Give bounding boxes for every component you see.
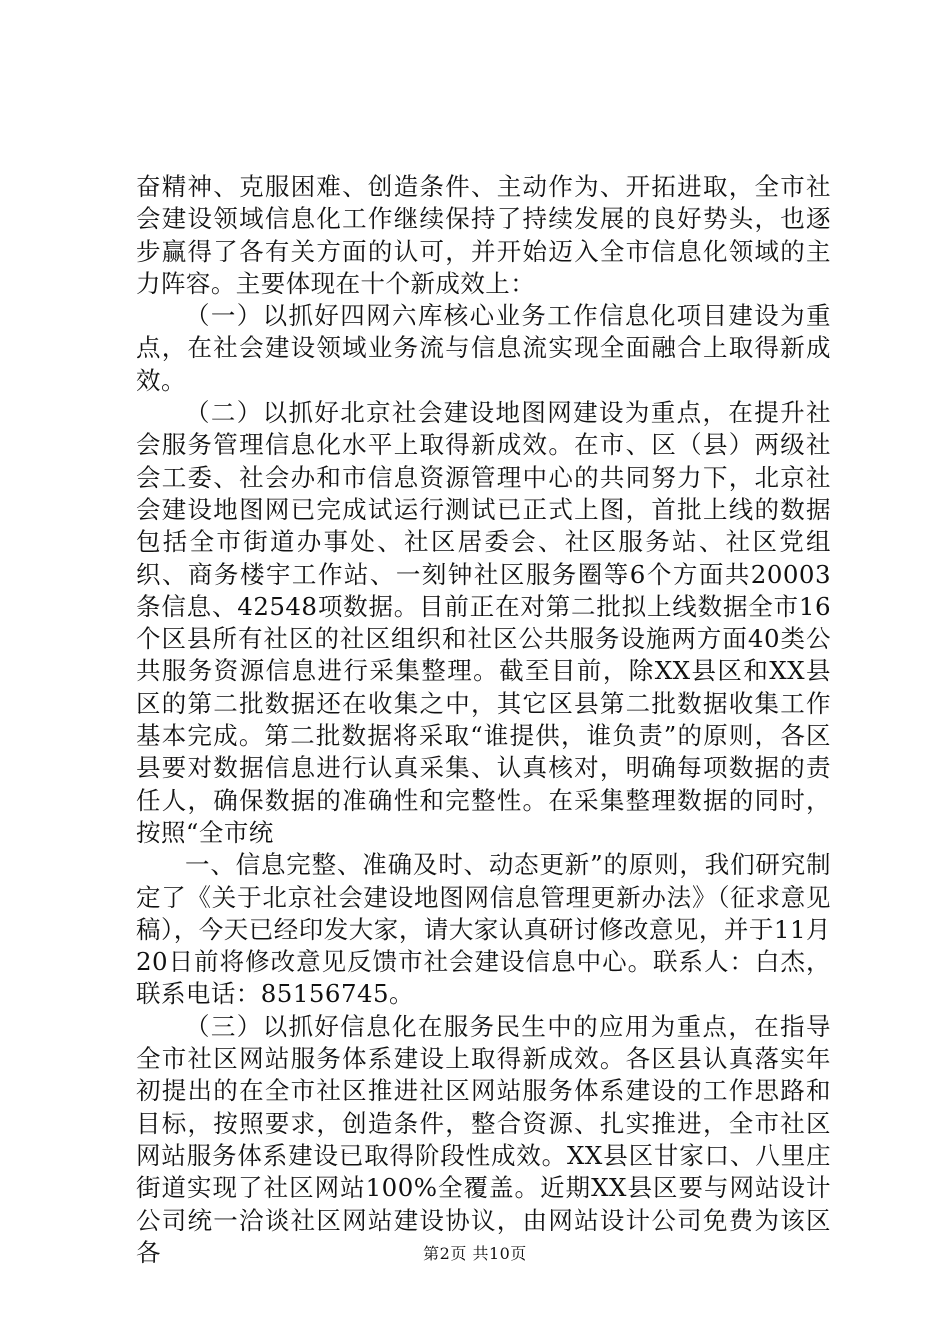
paragraph-continuation: 奋精神、克服困难、创造条件、主动作为、开拓进取，全市社会建设领域信息化工作继续保持了持续发展的良好势头，也逐步赢得了各有关方面的认可，并开始迈入全市信息化领域的主力阵容。主要体现在十个新成效上： (136, 172, 831, 298)
paragraph-item-2-continued: 一、信息完整、准确及时、动态更新”的原则，我们研究制定了《关于北京社会建设地图网信息管理更新办法》（征求意见稿），今天已经印发大家，请大家认真研讨修改意见，并于11月20日前将修改意见反馈市社会建设信息中心。联系人：白杰，联系电话：85156745。 (136, 850, 831, 1009)
document-body (136, 171, 831, 1269)
paragraph-item-3: （三）以抓好信息化在服务民生中的应用为重点，在指导全市社区网站服务体系建设上取得新成效。各区县认真落实年初提出的在全市社区推进社区网站服务体系建设的工作思路和目标，按照要求，创造条件，整合资源、扎实推进，全市社区网站服务体系建设已取得阶段性成效。XX县区甘家口、八里庄街道实现了社区网站100%全覆盖。近期XX县区要与网站设计公司统一洽谈社区网站建设协议，由网站设计公司免费为该区各 (136, 1011, 831, 1267)
paragraph-item-2: （二）以抓好北京社会建设地图网建设为重点，在提升社会服务管理信息化水平上取得新成效。在市、区（县）两级社会工委、社会办和市信息资源管理中心的共同努力下，北京社会建设地图网已完成试运行测试已正式上图，首批上线的数据包括全市街道办事处、社区居委会、社区服务站、社区党组织、商务楼宇工作站、一刻钟社区服务圈等6个方面共20003条信息、42548项数据。目前正在对第二批拟上线数据全市16个区县所有社区的社区组织和社区公共服务设施两方面40类公共服务资源信息进行采集整理。截至目前，除XX县区和XX县区的第二批数据还在收集之中，其它区县第二批数据收集工作基本完成。第二批数据将采取“谁提供，谁负责”的原则，各区县要对数据信息进行认真采集、认真核对，明确每项数据的责任人，确保数据的准确性和完整性。在采集整理数据的同时，按照“全市统 (136, 398, 831, 847)
paragraph-item-1: （一）以抓好四网六库核心业务工作信息化项目建设为重点，在社会建设领域业务流与信息流实现全面融合上取得新成效。 (136, 301, 831, 395)
page-number-footer: 第2页 共10页 (423, 1244, 527, 1263)
